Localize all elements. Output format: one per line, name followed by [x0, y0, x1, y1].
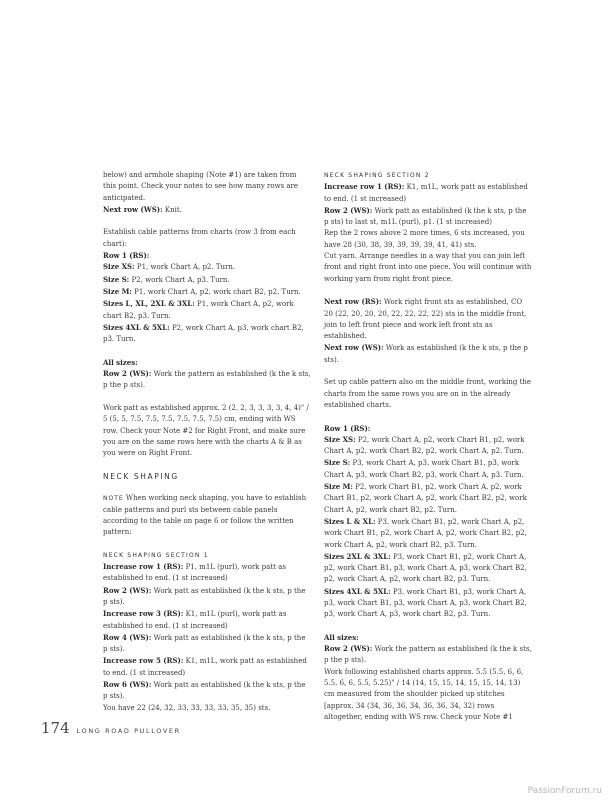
size-label: Size S: — [103, 274, 130, 284]
page-footer — [41, 719, 181, 737]
section1-row — [103, 608, 311, 632]
next-row-ws — [324, 342, 532, 366]
size-instruction — [324, 457, 532, 481]
section1-row — [103, 632, 311, 656]
size-instruction — [324, 551, 532, 586]
row-text: Work patt as established (k the k sts, p the p sts). — [103, 586, 306, 606]
size-label: Size XS: — [103, 262, 135, 272]
row-text: K1, m1L, work patt as established to end. (1 st increased) — [103, 657, 307, 677]
size-text: P3, work Chart B1, p2, work Chart A, p2, work Chart B1, p3, work Chart A, p3, work Chart B2, p2, work Chart A, p2, work chart B2, p3. Turn. — [324, 552, 527, 584]
size-label: Size M: — [103, 286, 132, 296]
size-label: Sizes L, XL, 2XL & 3XL: — [103, 299, 195, 309]
note-label: NOTE — [103, 495, 124, 503]
size-label: Sizes 4XL & 5XL: — [324, 586, 391, 596]
size-text: P1, work Chart A, p2, work chart B2, p2. Turn. — [131, 287, 301, 296]
section1-row — [103, 679, 311, 703]
size-instruction — [103, 261, 311, 273]
row-label: Increase row 1 (RS): — [324, 182, 405, 192]
size-label: Size XS: — [324, 434, 356, 444]
row-text: Work patt as established (k the k sts, p the p sts). — [103, 681, 306, 701]
section1-heading: NECK SHAPING SECTION 1 — [103, 551, 209, 559]
size-text: P2, work Chart B1, p2, work Chart A, p2, work Chart B1, p2, work Chart A, p2, work Chart B2, p2, work Chart A, p2, work chart B2, p2. Turn. — [324, 483, 527, 514]
row1-label: Row 1 (RS): — [103, 251, 150, 261]
next-row-ws — [103, 204, 311, 216]
row-label: Increase row 3 (RS): — [103, 609, 184, 619]
section1-row — [103, 561, 311, 585]
left-column — [103, 170, 311, 714]
row2-ws — [324, 205, 532, 229]
row-text: Work patt as established (k the k sts, p the p sts) to last st, m1L (purl), p1. (1 st increased) — [324, 206, 527, 227]
row-text: Work as established (k the k sts, p the p sts). — [324, 344, 528, 364]
following-text: Work following established charts approx. 5.5 (5.5, 6, 6, 5.5, 6, 6, 5.5, 5.25)" / 14 (14, 15, 15, 14, 15, 15, 14, 13) cm measured from the shoulder picked up stitches [approx. 34 (34, 36, 36, 34, 36, 36, 34, 32) rows altogether, ending with WS row. Check your Note #1 — [324, 667, 524, 721]
intro-text: below) and armhole shaping (Note #1) are taken from this point. Check your notes to see how many rows are anticipated. — [103, 171, 299, 202]
establish-text: Establish cable patterns from charts (row 3 from each chart): — [103, 228, 296, 248]
size-text: P3, work Chart A, p3, work Chart B1, p3, work Chart A, p3, work Chart B2, p3, work Chart A, p3. Turn. — [324, 459, 524, 479]
row1-label: Row 1 (RS): — [324, 423, 371, 433]
size-label: Size M: — [324, 482, 353, 492]
size-instruction — [324, 481, 532, 516]
all-sizes-label: All sizes: — [103, 357, 138, 367]
neck-shaping-heading: NECK SHAPING — [103, 471, 179, 481]
size-text: P3, work Chart B1, p2, work Chart A, p2, work Chart B1, p2, work Chart A, p2, work Chart B2, p2, work Chart A, p2, work chart B2, p3. Turn. — [324, 517, 527, 549]
row-label: Row 2 (WS): — [103, 585, 152, 595]
increase-row1 — [324, 181, 532, 205]
row-text: Work patt as established (k the k sts, p the p sts). — [103, 633, 306, 654]
row-label: Row 2 (WS): — [103, 369, 152, 379]
row-text: Work right front sts as established, CO 20 (22, 20, 20, 20, 22, 22, 22, 22) sts in the middle front, join to left front piece and work left front sts as established. — [324, 298, 527, 341]
row-label: Row 6 (WS): — [103, 680, 152, 690]
size-label: Sizes L & XL: — [324, 516, 376, 526]
size-label: Size S: — [324, 458, 351, 468]
all-sizes-label: All sizes: — [324, 632, 359, 642]
row2-instruction — [324, 643, 532, 667]
row-label: Row 2 (WS): — [324, 644, 373, 654]
section2-heading: NECK SHAPING SECTION 2 — [324, 172, 430, 179]
size-text: P1, work Chart A, p2, work chart B2, p3. Turn. — [103, 300, 294, 320]
size-instruction — [103, 286, 311, 298]
size-text: P2, work Chart A, p3, work chart B2, p3. Turn. — [103, 323, 304, 344]
row-text: K1, m1L, work patt as established to end. (1 st increased) — [324, 183, 528, 203]
size-text: P3, work Chart B1, p3, work Chart A, p3, work Chart B1, p3, work Chart A, p3, work Chart B2, p3, work Chart A, p3, work chart B2, p3. Turn. — [324, 587, 527, 619]
row-label: Next row (WS): — [103, 204, 163, 214]
row-label: Row 2 (WS): — [324, 205, 373, 215]
section1-row — [103, 585, 311, 609]
row-text: Work the pattern as established (k the k sts, p the p sts). — [324, 645, 532, 665]
size-instruction — [103, 274, 311, 286]
row-label: Increase row 1 (RS): — [103, 562, 184, 572]
size-text: P2, work Chart A, p3. Turn. — [129, 275, 230, 284]
size-instruction — [324, 516, 532, 551]
size-label: Sizes 4XL & 5XL: — [103, 322, 170, 332]
row-label: Next row (WS): — [324, 343, 384, 353]
watermark-text: PassionForum.ru — [527, 786, 602, 796]
running-title: LONG ROAD PULLOVER — [76, 727, 181, 735]
size-instruction — [103, 322, 311, 346]
work-patt-text: Work patt as established approx. 2 (2, 2, 3, 3, 3, 3, 4, 4)" / 5 (5, 5, 7.5, 7.5, 7.5, 7.5, 7.5, 7.5) cm, ending with WS row. Check your Note #2 for Right Front, and make sure you are on the same rows here with the charts A & B as you were on Right Front. — [103, 403, 309, 458]
row-text: P1, m1L (purl), work patt as established to end. (1 st increased) — [103, 563, 286, 583]
row-label: Row 4 (WS): — [103, 632, 152, 642]
next-row-rs — [324, 296, 532, 342]
row-text: K1, m1L (purl), work patt as established to end. (1 st increased) — [103, 610, 287, 630]
size-label: Sizes 2XL & 3XL: — [324, 551, 391, 561]
size-instruction — [324, 586, 532, 621]
size-instruction — [324, 434, 532, 458]
row-text: Work the pattern as established (k the k sts, p the p sts). — [103, 370, 311, 390]
row-text: Knit. — [162, 205, 182, 214]
row2-instruction — [103, 368, 311, 392]
size-text: P2, work Chart A, p2, work Chart B1, p2, work Chart A, p2, work Chart B2, p2, work Chart A, p2. Turn. — [324, 435, 525, 456]
right-column — [324, 170, 532, 723]
page-number: 174 — [41, 719, 70, 737]
row-label: Increase row 5 (RS): — [103, 656, 184, 666]
note-paragraph — [103, 493, 311, 538]
note-text: When working neck shaping, you have to establish cable patterns and purl sts between cable panels according to the table on page 6 or follow the written pattern: — [103, 494, 307, 537]
size-text: P1, work Chart A, p2. Turn. — [134, 263, 236, 272]
cut-yarn-text: Cut yarn. Arrange needles in a way that you can join left front and right front into one piece. You will continue with working yarn from right front piece. — [324, 252, 532, 283]
size-instruction — [103, 298, 311, 322]
section1-row — [103, 655, 311, 679]
rep-text: Rep the 2 rows above 2 more times, 6 sts increased, you have 28 (30, 38, 39, 39, 39, 39, 41, 41) sts. — [324, 229, 525, 249]
you-have-text: You have 22 (24, 32, 33, 33, 33, 33, 35, 35) sts. — [103, 703, 271, 712]
setup-text: Set up cable pattern also on the middle front, working the charts from the same rows you are on in the already established charts. — [324, 378, 532, 409]
row-label: Next row (RS): — [324, 297, 382, 307]
